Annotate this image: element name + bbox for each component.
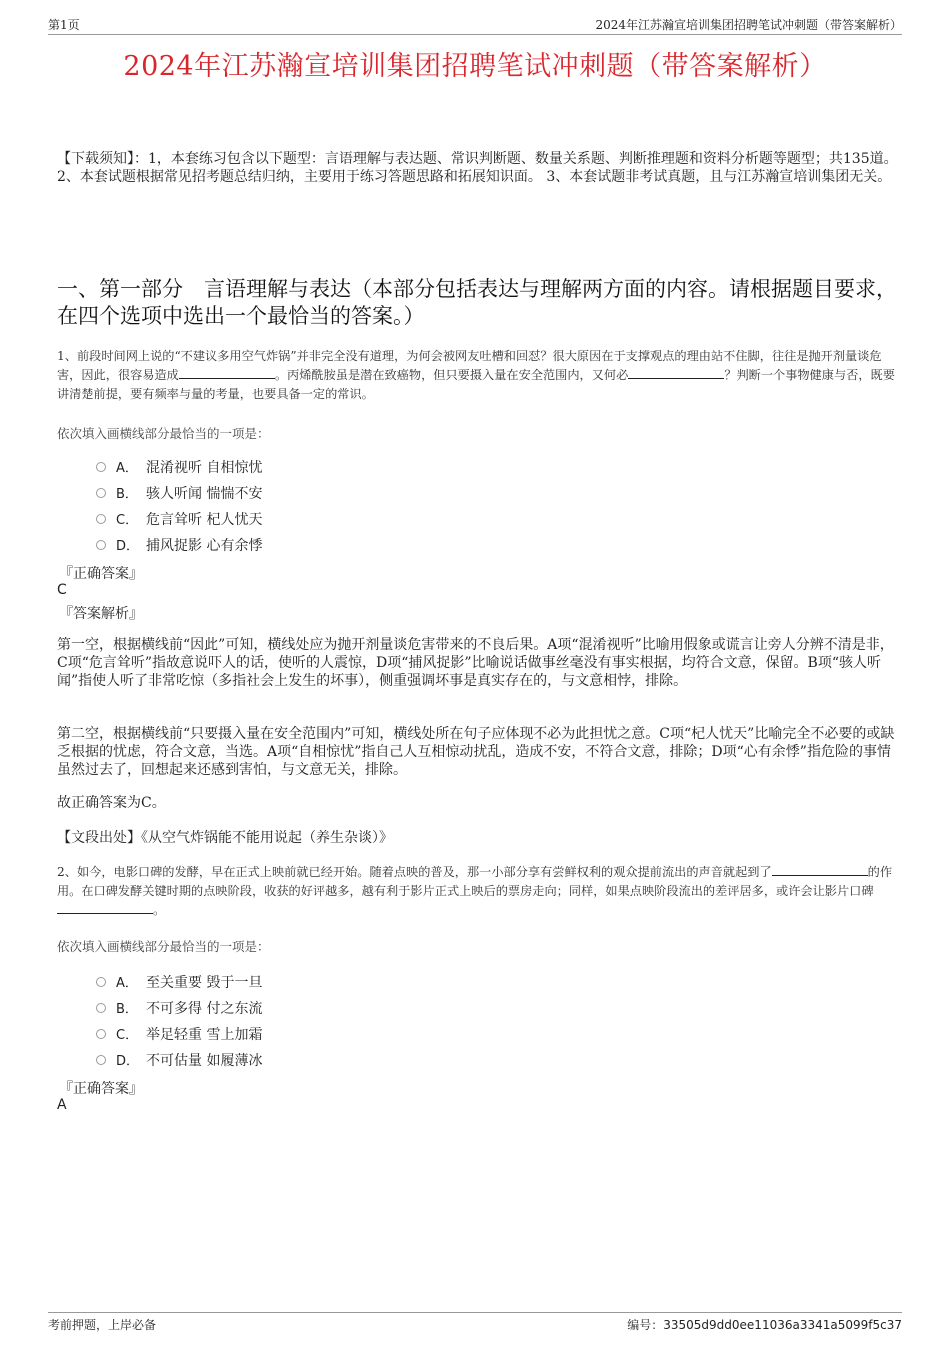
- question-1-option-b[interactable]: [96, 483, 262, 503]
- download-notice: 【下载须知】：1，本套练习包含以下题型：言语理解与表达题、常识判断题、数量关系题、判断推理题和资料分析题等题型；共135道。 2、本套试题根据常见招考题总结归纳，主要用于练习答题思路和拓展知识面。 3、本套试题非考试真题，且与江苏瀚宣培训集团无关。: [57, 151, 898, 185]
- question-1-text-a: 1、前段时间网上说的“不建议多用空气炸锅”并非完全没有道理，为何会被网友吐槽和回怼？很大原因在于支撑观点的理由站不住脚，往往是抛开剂量谈危害，因此，很容易造成: [57, 349, 882, 382]
- option-letter: A．: [116, 461, 138, 476]
- radio-icon[interactable]: [96, 1003, 106, 1013]
- question-2-option-a[interactable]: [96, 972, 262, 992]
- analysis-paragraph-2: 第二空，根据横线前“只要摄入量在安全范围内”可知，横线处所在句子应体现不必为此担忧之意。C项“杞人忧天”比喻完全不必要的或缺乏根据的忧虑，符合文意，当选。A项“自相惊忧”指自己人互相惊动扰乱，造成不安，不符合文意，排除；D项“心有余悸”指危险的事情虽然过去了，回想起来还感到害怕，与文意无关，排除。: [57, 726, 895, 778]
- radio-icon[interactable]: [96, 1029, 106, 1039]
- option-text: 混淆视听 自相惊忧: [146, 460, 263, 476]
- page-title: 2024年江苏瀚宣培训集团招聘笔试冲刺题（带答案解析）: [123, 51, 827, 82]
- blank-line: [772, 863, 868, 876]
- question-1-option-c[interactable]: [96, 509, 262, 529]
- option-text: 危言耸听 杞人忧天: [146, 512, 263, 528]
- option-text: 举足轻重 雪上加霜: [146, 1027, 263, 1043]
- option-letter: D．: [116, 1054, 140, 1069]
- section-title: 一、第一部分 言语理解与表达（本部分包括表达与理解两方面的内容。请根据题目要求，在四个选项中选出一个最恰当的答案。）: [57, 277, 897, 328]
- radio-icon[interactable]: [96, 1055, 106, 1065]
- option-text: 捕风捉影 心有余悸: [146, 538, 263, 554]
- radio-icon[interactable]: [96, 462, 106, 472]
- blank-line: [57, 901, 153, 914]
- analysis-conclusion: 故正确答案为C。: [57, 795, 166, 811]
- question-1-instruction: 依次填入画横线部分最恰当的一项是：: [57, 426, 270, 441]
- option-letter: B．: [116, 487, 138, 502]
- question-2-text-a: 2、如今，电影口碑的发酵，早在正式上映前就已经开始。随着点映的普及，那一小部分享有尝鲜权利的观众提前流出的声音就起到了: [57, 865, 772, 879]
- correct-answer: C: [57, 582, 67, 598]
- option-text: 不可估量 如履薄冰: [146, 1053, 263, 1069]
- option-text: 不可多得 付之东流: [146, 1001, 263, 1017]
- question-2-text-b: 的作用。在口碑发酵关键时期的点映阶段，收获的好评越多，越有利于影片正式上映后的票房走向；同样，如果点映阶段流出的差评居多，或许会让影片口碑: [57, 865, 893, 898]
- page-number: 第1页: [48, 18, 80, 32]
- question-2-option-c[interactable]: [96, 1024, 262, 1044]
- option-text: 至关重要 毁于一旦: [146, 975, 263, 991]
- option-letter: C．: [116, 513, 139, 528]
- question-2-stem: [57, 863, 899, 920]
- question-2-text-c: 。: [153, 903, 166, 917]
- radio-icon[interactable]: [96, 977, 106, 987]
- document-id: 编号：33505d9dd0ee11036a3341a5099f5c37: [627, 1318, 902, 1332]
- correct-answer: A: [57, 1097, 67, 1113]
- footer-slogan: 考前押题，上岸必备: [48, 1318, 157, 1332]
- page-footer: [48, 1312, 902, 1333]
- option-letter: A．: [116, 976, 138, 991]
- blank-line: [628, 366, 724, 379]
- question-1-option-a[interactable]: [96, 457, 262, 477]
- question-1-text-b: 。丙烯酰胺虽是潜在致癌物，但只要摄入量在安全范围内，又何必: [274, 368, 629, 382]
- question-2-option-d[interactable]: [96, 1050, 262, 1070]
- header-doc-title: 2024年江苏瀚宣培训集团招聘笔试冲刺题（带答案解析）: [595, 18, 902, 32]
- radio-icon[interactable]: [96, 514, 106, 524]
- question-1-text-c: ？判断一个事物健康与否，既要讲清楚前提，要有频率与量的考量，也要具备一定的常识。: [57, 368, 895, 401]
- question-1-stem: [57, 347, 899, 404]
- radio-icon[interactable]: [96, 540, 106, 550]
- answer-label: 『正确答案』: [59, 1081, 143, 1097]
- radio-icon[interactable]: [96, 488, 106, 498]
- question-2-option-b[interactable]: [96, 998, 262, 1018]
- question-1-option-d[interactable]: [96, 535, 262, 555]
- blank-line: [179, 366, 275, 379]
- option-letter: B．: [116, 1002, 138, 1017]
- option-text: 骇人听闻 惴惴不安: [146, 486, 263, 502]
- analysis-paragraph-1: 第一空，根据横线前“因此”可知，横线处应为抛开剂量谈危害带来的不良后果。A项“混淆视听”比喻用假象或谎言让旁人分辨不清是非，C项“危言耸听”指故意说吓人的话，使听的人震惊，D项“捕风捉影”比喻说话做事丝毫没有事实根据，均符合文意，保留。B项“骇人听闻”指使人听了非常吃惊（多指社会上发生的坏事），侧重强调坏事是真实存在的，与文意相悖，排除。: [57, 637, 894, 689]
- analysis-label: 『答案解析』: [59, 606, 143, 622]
- answer-label: 『正确答案』: [59, 566, 143, 582]
- page-header: [48, 14, 902, 35]
- option-letter: D．: [116, 539, 140, 554]
- option-letter: C．: [116, 1028, 139, 1043]
- question-2-instruction: 依次填入画横线部分最恰当的一项是：: [57, 939, 270, 954]
- source-citation: 【文段出处】《从空气炸锅能不能用说起（养生杂谈）》: [57, 830, 393, 846]
